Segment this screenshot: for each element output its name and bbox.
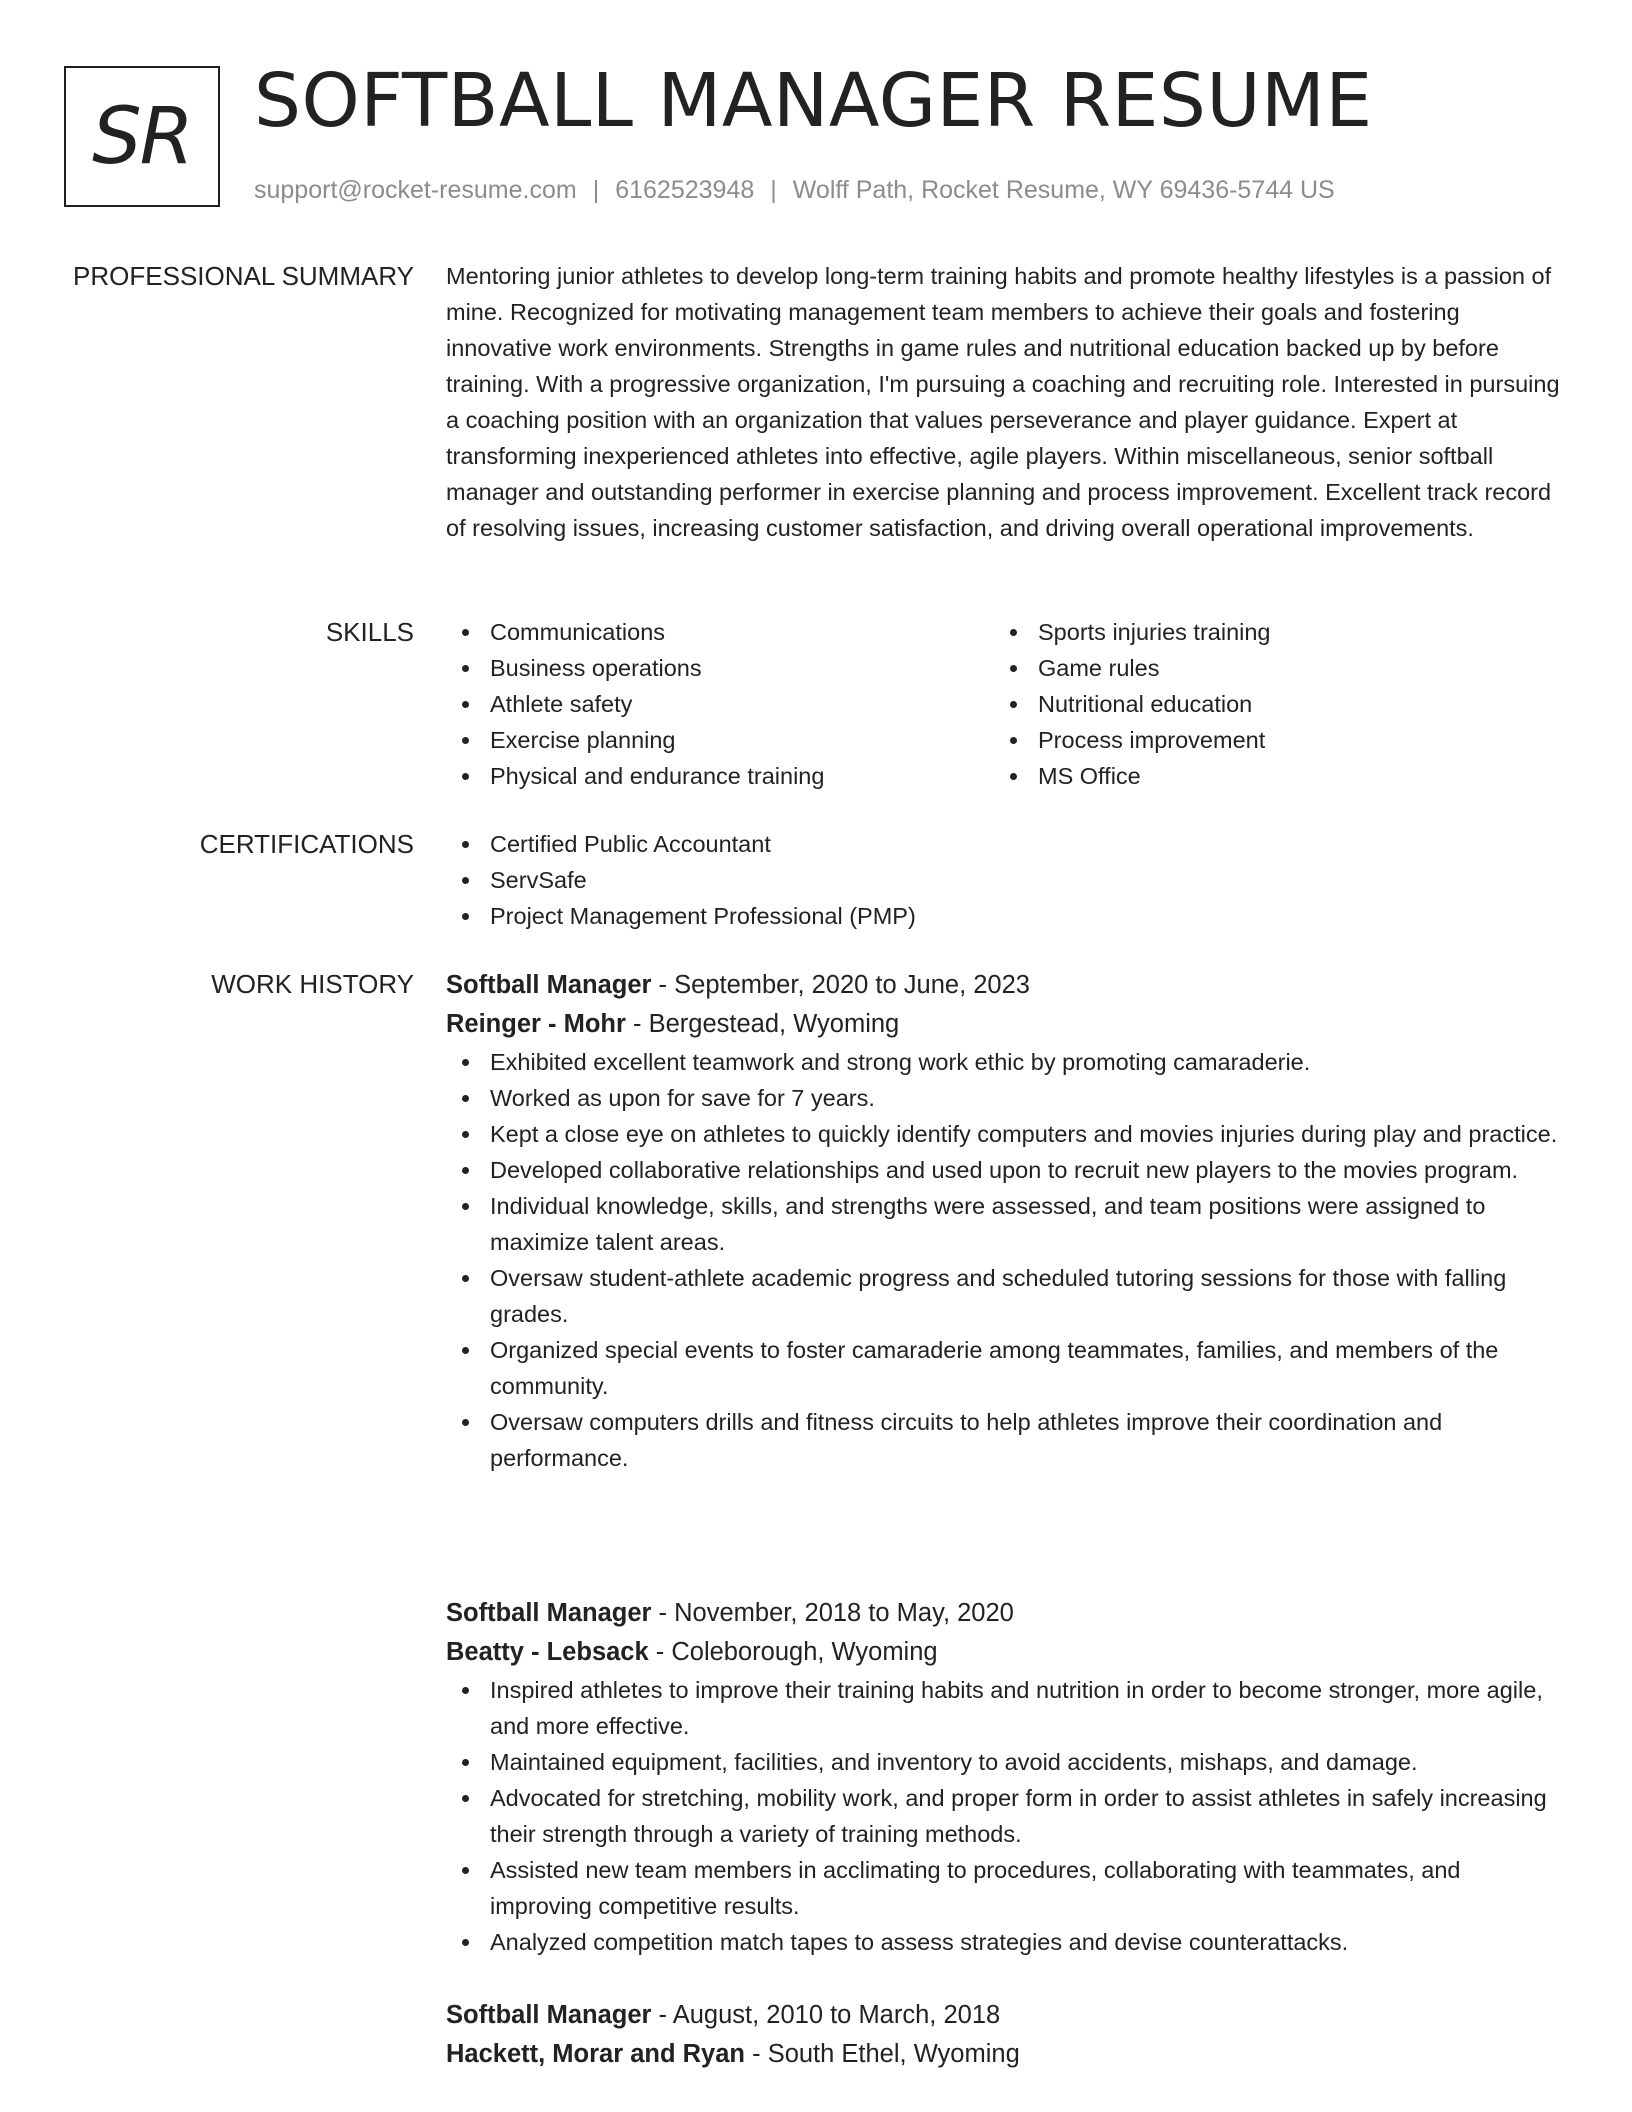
list-item: Certified Public Accountant (446, 826, 1560, 862)
job-title: Softball Manager (446, 1599, 652, 1627)
bullet-icon (462, 1059, 469, 1066)
job-title-line: Softball Manager - August, 2010 to March, 2018 (446, 2001, 1001, 2029)
job-entry (446, 966, 1560, 1476)
list-item: Developed collaborative relationships and used upon to recruit new players to the movies program. (446, 1152, 1560, 1188)
job-title-line: Softball Manager - September, 2020 to June, 2023 (446, 971, 1030, 999)
job-entry (446, 1996, 1560, 2074)
list-item: Communications (446, 614, 994, 650)
summary-text: Mentoring junior athletes to develop long-term training habits and promote healthy lifestyles is a passion of mine. Recognized for motivating management team members to achieve their goals and fostering innovative work environments. Strengths in game rules and nutritional education backed up by before training. With a progressive organization, I'm pursuing a coaching and recruiting role. Interested in pursuing a coaching position with an organization that values perseverance and player guidance. Expert at transforming inexperienced athletes into effective, agile players. Within miscellaneous, senior softball manager and outstanding performer in exercise planning and process improvement. Excellent track record of resolving issues, increasing customer satisfaction, and driving overall operational improvements. (446, 263, 1560, 541)
list-item: Business operations (446, 650, 994, 686)
list-item: Worked as upon for save for 7 years. (446, 1080, 1560, 1116)
list-item: Physical and endurance training (446, 758, 994, 794)
bullet-icon (462, 913, 469, 920)
contact-line (254, 173, 1335, 207)
certifications-list (446, 826, 1560, 934)
section-label-certifications: CERTIFICATIONS (199, 829, 414, 859)
list-item: MS Office (994, 758, 1542, 794)
job-company-line: Hackett, Morar and Ryan - South Ethel, Wyoming (446, 2040, 1020, 2068)
list-item: Sports injuries training (994, 614, 1542, 650)
bullet-icon (462, 701, 469, 708)
job-title: Softball Manager (446, 971, 652, 999)
section-label-summary: PROFESSIONAL SUMMARY (73, 261, 414, 291)
list-item: Kept a close eye on athletes to quickly identify computers and movies injuries during play and practice. (446, 1116, 1560, 1152)
bullet-icon (462, 877, 469, 884)
list-item: Oversaw computers drills and fitness circuits to help athletes improve their coordination and performance. (446, 1404, 1560, 1476)
job-location: Bergestead, Wyoming (648, 1010, 900, 1038)
list-item: Project Management Professional (PMP) (446, 898, 1560, 934)
contact-email: support@rocket-resume.com (254, 176, 577, 204)
bullet-icon (462, 1347, 469, 1354)
list-item: ServSafe (446, 862, 1560, 898)
list-item: Individual knowledge, skills, and strengths were assessed, and team positions were assigned to maximize talent areas. (446, 1188, 1560, 1260)
work-history-body (446, 966, 1560, 2068)
bullet-icon (1010, 629, 1017, 636)
bullet-icon (462, 1275, 469, 1282)
bullet-icon (462, 629, 469, 636)
bullet-icon (462, 1759, 469, 1766)
job-company: Hackett, Morar and Ryan (446, 2040, 746, 2068)
job-location: Coleborough, Wyoming (671, 1638, 938, 1666)
job-title: Softball Manager (446, 2001, 652, 2029)
job-location: South Ethel, Wyoming (767, 2040, 1020, 2068)
job-bullets (446, 1044, 1560, 1476)
job-title-line: Softball Manager - November, 2018 to May, 2020 (446, 1599, 1014, 1627)
bullet-icon (1010, 665, 1017, 672)
bullet-icon (462, 1867, 469, 1874)
bullet-icon (1010, 773, 1017, 780)
bullet-icon (462, 1939, 469, 1946)
skills-list-right (994, 614, 1542, 794)
bullet-icon (462, 665, 469, 672)
list-item: Maintained equipment, facilities, and inventory to avoid accidents, mishaps, and damage. (446, 1744, 1560, 1780)
job-dates: November, 2018 to May, 2020 (674, 1599, 1014, 1627)
bullet-icon (462, 737, 469, 744)
job-company: Beatty - Lebsack (446, 1638, 649, 1666)
bullet-icon (462, 1687, 469, 1694)
bullet-icon (462, 1167, 469, 1174)
contact-phone: 6162523948 (615, 176, 755, 204)
list-item: Process improvement (994, 722, 1542, 758)
bullet-icon (1010, 737, 1017, 744)
list-item: Nutritional education (994, 686, 1542, 722)
job-entry (446, 1594, 1560, 1960)
bullet-icon (462, 1795, 469, 1802)
certifications-body (446, 826, 1560, 934)
resume-title: SOFTBALL MANAGER RESUME (254, 58, 1373, 144)
bullet-icon (462, 1131, 469, 1138)
contact-address: Wolff Path, Rocket Resume, WY 69436-5744 US (792, 176, 1335, 204)
list-item: Inspired athletes to improve their training habits and nutrition in order to become stronger, more agile, and more effective. (446, 1672, 1560, 1744)
job-company-line: Beatty - Lebsack - Coleborough, Wyoming (446, 1638, 938, 1666)
section-label-skills: SKILLS (325, 617, 414, 647)
job-dates: August, 2010 to March, 2018 (672, 2001, 1001, 2029)
list-item: Advocated for stretching, mobility work, and proper form in order to assist athletes in safely increasing their strength through a variety of training methods. (446, 1780, 1560, 1852)
contact-separator: | (770, 176, 777, 204)
list-item: Athlete safety (446, 686, 994, 722)
list-item: Organized special events to foster camaraderie among teammates, families, and members of the community. (446, 1332, 1560, 1404)
skills-body (446, 614, 1560, 794)
list-item: Assisted new team members in acclimating to procedures, collaborating with teammates, and improving competitive results. (446, 1852, 1560, 1924)
bullet-icon (462, 841, 469, 848)
bullet-icon (462, 773, 469, 780)
bullet-icon (462, 1419, 469, 1426)
job-company: Reinger - Mohr (446, 1010, 626, 1038)
contact-separator: | (592, 176, 600, 204)
bullet-icon (1010, 701, 1017, 708)
job-bullets (446, 1672, 1560, 1960)
monogram-logo: SR (64, 66, 220, 207)
list-item: Exercise planning (446, 722, 994, 758)
job-dates: September, 2020 to June, 2023 (674, 971, 1030, 999)
list-item: Analyzed competition match tapes to assess strategies and devise counterattacks. (446, 1924, 1560, 1960)
bullet-icon (462, 1203, 469, 1210)
list-item: Exhibited excellent teamwork and strong work ethic by promoting camaraderie. (446, 1044, 1560, 1080)
list-item: Game rules (994, 650, 1542, 686)
list-item: Oversaw student-athlete academic progress and scheduled tutoring sessions for those with falling grades. (446, 1260, 1560, 1332)
summary-body (446, 258, 1560, 546)
section-label-work-history: WORK HISTORY (211, 969, 414, 999)
bullet-icon (462, 1095, 469, 1102)
skills-list-left (446, 614, 994, 794)
job-company-line: Reinger - Mohr - Bergestead, Wyoming (446, 1010, 900, 1038)
